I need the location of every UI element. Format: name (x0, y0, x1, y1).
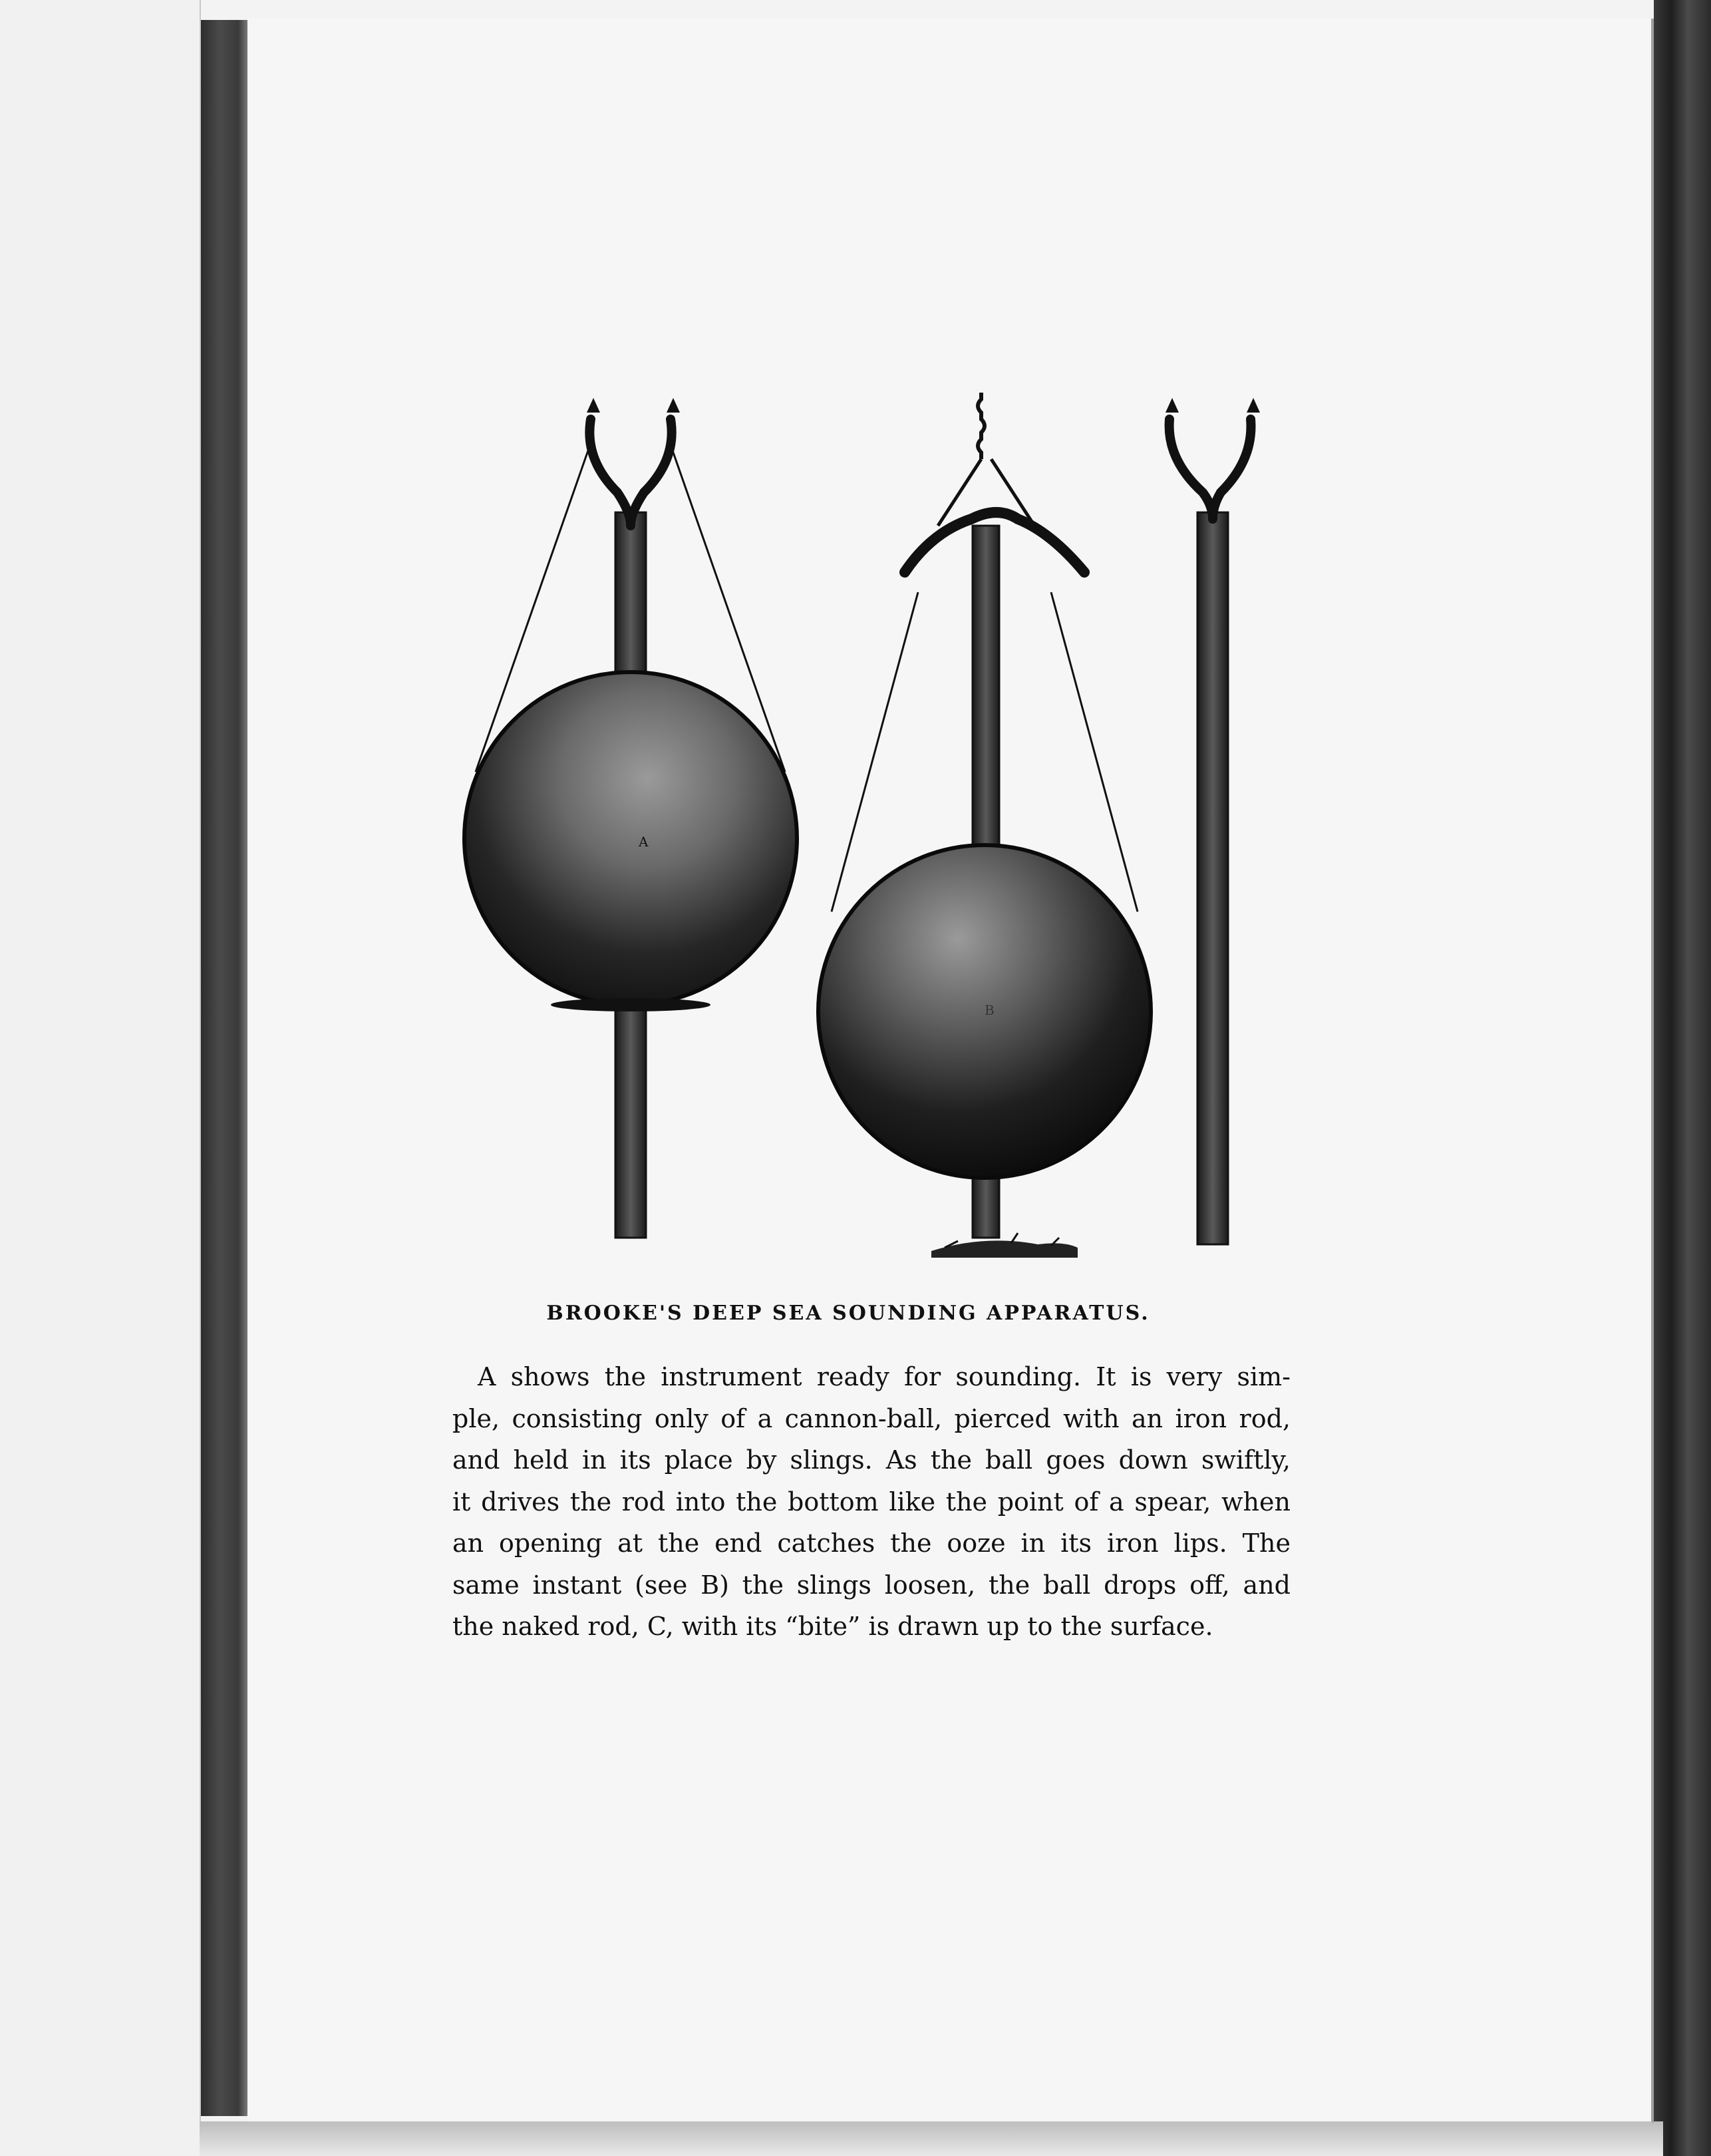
text-line: and held in its place by slings. As the ball goes down swiftly, (452, 1445, 1291, 1475)
book-gutter (201, 20, 247, 2116)
body-paragraph (452, 1356, 1291, 1648)
figure-label-b: B (985, 1002, 995, 1018)
text-line: an opening at the end catches the ooze in its iron lips. The (452, 1528, 1291, 1558)
apparatus-a (464, 398, 797, 1238)
text-line: it drives the rod into the bottom like the point of a spear, when (452, 1487, 1291, 1517)
apparatus-b (818, 393, 1151, 1258)
sounding-apparatus-illustration (439, 393, 1264, 1271)
text-line: same instant (see B) the slings loosen, the ball drops off, and (452, 1570, 1291, 1600)
book-edge-right (1654, 0, 1711, 2156)
left-facing-page (0, 0, 201, 2156)
text-line: ple, consisting only of a cannon-ball, pierced with an iron rod, (452, 1403, 1291, 1433)
book-edge-bottom (200, 2121, 1663, 2156)
figure-label-a: A (639, 834, 649, 850)
figure-caption: BROOKE'S DEEP SEA SOUNDING APPARATUS. (546, 1302, 1150, 1325)
apparatus-c (1166, 398, 1260, 1244)
text-line: the naked rod, C, with its “bite” is drawn up to the surface. (452, 1612, 1213, 1641)
text-line: A shows the instrument ready for sounding. It is very sim- (478, 1362, 1291, 1391)
